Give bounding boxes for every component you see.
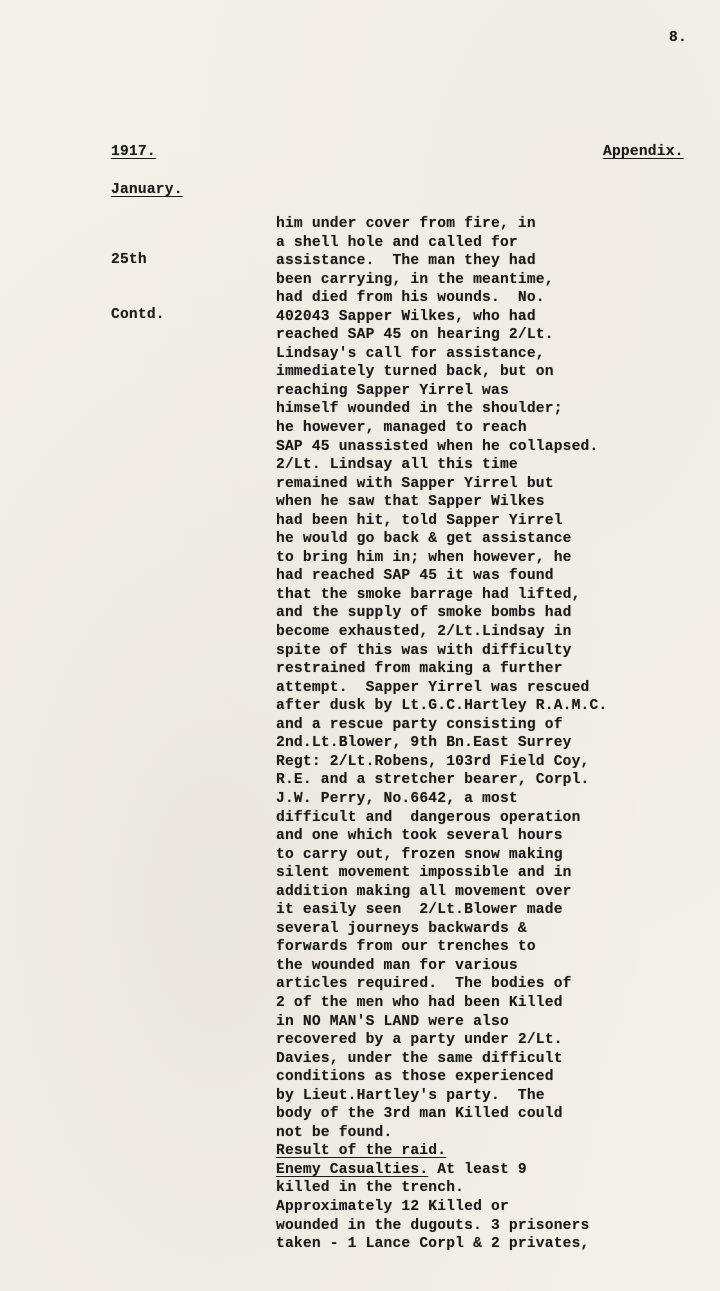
- body-line: it easily seen 2/Lt.Blower made: [276, 902, 563, 919]
- body-line: when he saw that Sapper Wilkes: [276, 494, 545, 511]
- body-line: Regt: 2/Lt.Robens, 103rd Field Coy,: [276, 753, 590, 770]
- body-line: several journeys backwards &: [276, 920, 527, 937]
- body-line: recovered by a party under 2/Lt.: [276, 1032, 563, 1049]
- body-line: had died from his wounds. No.: [276, 290, 545, 307]
- body-line: to bring him in; when however, he: [276, 549, 572, 566]
- enemy-casualties-line: [276, 1161, 607, 1180]
- body-line: SAP 45 unassisted when he collapsed.: [276, 438, 599, 455]
- entry-body: [276, 215, 607, 1254]
- body-line: been carrying, in the meantime,: [276, 271, 554, 288]
- entry-date-continued: Contd.: [111, 306, 165, 323]
- result-heading: Result of the raid.: [276, 1143, 447, 1160]
- body-line: had been hit, told Sapper Yirrel: [276, 512, 563, 529]
- body-line: immediately turned back, but on: [276, 364, 554, 381]
- body-line: remained with Sapper Yirrel but: [276, 475, 554, 492]
- body-line: 402043 Sapper Wilkes, who had: [276, 308, 536, 325]
- body-line: silent movement impossible and in: [276, 865, 572, 882]
- body-line: 2/Lt. Lindsay all this time: [276, 457, 518, 474]
- body-line: by Lieut.Hartley's party. The: [276, 1087, 545, 1104]
- casualty-line: killed in the trench.: [276, 1180, 465, 1197]
- body-line: he would go back & get assistance: [276, 531, 572, 548]
- body-line: restrained from making a further: [276, 661, 563, 678]
- body-line: the wounded man for various: [276, 957, 518, 974]
- body-line: reaching Sapper Yirrel was: [276, 382, 509, 399]
- body-line: a shell hole and called for: [276, 234, 518, 251]
- body-line: and the supply of smoke bombs had: [276, 605, 572, 622]
- body-line: 2 of the men who had been Killed: [276, 994, 563, 1011]
- body-line: had reached SAP 45 it was found: [276, 568, 554, 585]
- year-heading: 1917.: [111, 144, 156, 160]
- body-line: after dusk by Lt.G.C.Hartley R.A.M.C.: [276, 698, 608, 715]
- body-line: Lindsay's call for assistance,: [276, 345, 545, 362]
- entry-date-day: 25th: [111, 252, 147, 268]
- body-line: not be found.: [276, 1124, 393, 1141]
- month-heading: January.: [111, 182, 183, 198]
- body-line: body of the 3rd man Killed could: [276, 1106, 563, 1123]
- body-line: J.W. Perry, No.6642, a most: [276, 790, 518, 807]
- appendix-heading: Appendix.: [603, 144, 684, 160]
- casualty-line: wounded in the dugouts. 3 prisoners: [276, 1217, 590, 1234]
- body-line: assistance. The man they had: [276, 253, 536, 270]
- body-line: R.E. and a stretcher bearer, Corpl.: [276, 772, 590, 789]
- body-line: to carry out, frozen snow making: [276, 846, 563, 863]
- body-line: reached SAP 45 on hearing 2/Lt.: [276, 327, 554, 344]
- body-line: spite of this was with difficulty: [276, 642, 572, 659]
- entry-date: [111, 215, 165, 360]
- body-line: in NO MAN'S LAND were also: [276, 1013, 509, 1030]
- body-line: he however, managed to reach: [276, 420, 527, 437]
- body-line: forwards from our trenches to: [276, 939, 536, 956]
- casualty-line: taken - 1 Lance Corpl & 2 privates,: [276, 1236, 590, 1253]
- body-line: Davies, under the same difficult: [276, 1050, 563, 1067]
- enemy-casualties-text: At least 9: [428, 1161, 527, 1178]
- page-number: 8.: [669, 30, 687, 46]
- body-line: attempt. Sapper Yirrel was rescued: [276, 679, 590, 696]
- body-line: become exhausted, 2/Lt.Lindsay in: [276, 624, 572, 641]
- casualty-line: Approximately 12 Killed or: [276, 1198, 509, 1215]
- body-line: and one which took several hours: [276, 828, 563, 845]
- body-line: difficult and dangerous operation: [276, 809, 581, 826]
- body-line: that the smoke barrage had lifted,: [276, 586, 581, 603]
- body-line: addition making all movement over: [276, 883, 572, 900]
- enemy-casualties-label: Enemy Casualties.: [276, 1161, 429, 1178]
- body-line: 2nd.Lt.Blower, 9th Bn.East Surrey: [276, 735, 572, 752]
- body-line: himself wounded in the shoulder;: [276, 401, 563, 418]
- body-line: articles required. The bodies of: [276, 976, 572, 993]
- body-line: and a rescue party consisting of: [276, 716, 563, 733]
- body-line: him under cover from fire, in: [276, 216, 536, 232]
- body-line: conditions as those experienced: [276, 1069, 554, 1086]
